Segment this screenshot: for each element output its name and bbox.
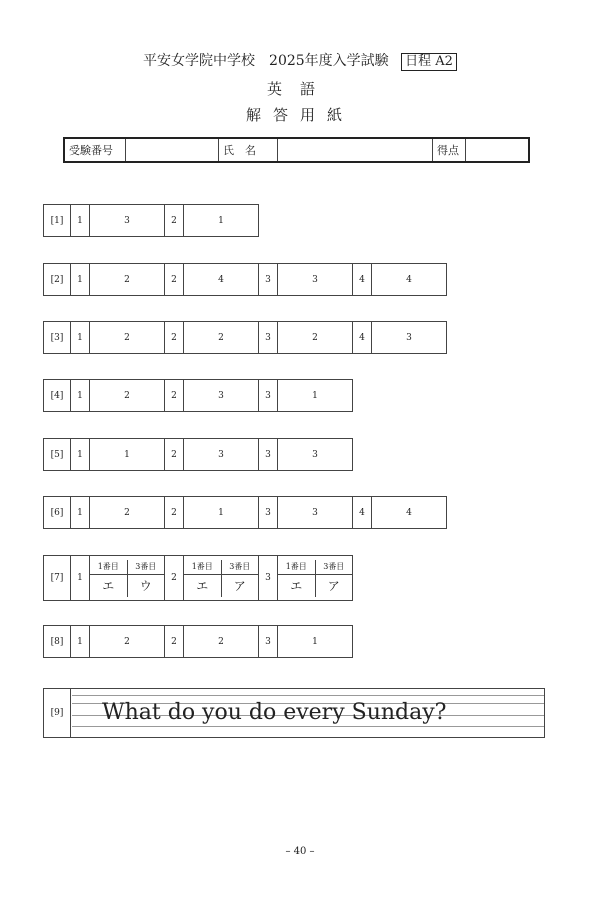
answer-cell[interactable]: 2 [90, 264, 165, 296]
item-number: 1 [71, 322, 90, 354]
first-position-header: 1番目 [278, 560, 316, 574]
item-number: 2 [165, 322, 184, 354]
item-number: 1 [71, 556, 90, 601]
question-1 [43, 204, 259, 237]
item-number: 4 [353, 497, 372, 529]
sheet-title: 解答用紙 [245, 106, 354, 124]
answer-cell[interactable]: 1 [184, 205, 259, 237]
question-3 [43, 321, 447, 354]
item-number: 1 [71, 205, 90, 237]
subject-title: 英語 [266, 80, 333, 98]
item-number: 2 [165, 380, 184, 412]
exam-title-text: 平安女学院中学校 2025年度入学試験 [143, 53, 389, 69]
item-number: 2 [165, 439, 184, 471]
answer-cell[interactable]: 4 [372, 497, 447, 529]
item-number: 4 [353, 322, 372, 354]
question-label: [7] [44, 556, 71, 601]
item-number: 3 [259, 322, 278, 354]
question-9[interactable] [43, 688, 545, 738]
item-number: 3 [259, 497, 278, 529]
answer-cell[interactable]: 2 [90, 322, 165, 354]
question-label: [4] [44, 380, 71, 412]
answer-cell[interactable]: 4 [372, 264, 447, 296]
item-number: 3 [259, 439, 278, 471]
score-label: 得点 [433, 138, 466, 162]
item-number: 3 [259, 556, 278, 601]
name-field[interactable] [278, 138, 433, 162]
answer-cell[interactable]: 1 [278, 380, 353, 412]
item-number: 2 [165, 264, 184, 296]
answer-cell[interactable]: 2 [90, 380, 165, 412]
item-number: 3 [259, 380, 278, 412]
question-7 [43, 555, 353, 601]
third-position-header: 3番目 [323, 561, 345, 571]
third-answer: ア [327, 578, 340, 593]
question-6 [43, 496, 447, 529]
page-number: – 40 – [285, 846, 315, 857]
item-number: 2 [165, 626, 184, 658]
answer-cell[interactable]: 3 [184, 380, 259, 412]
item-number: 3 [259, 264, 278, 296]
writing-line [72, 726, 544, 727]
answer-cell[interactable]: 3 [90, 205, 165, 237]
item-number: 1 [71, 264, 90, 296]
first-answer: エ [278, 575, 316, 597]
question-2 [43, 263, 447, 296]
answer-cell[interactable]: 3 [372, 322, 447, 354]
question-label: [1] [44, 205, 71, 237]
score-field[interactable] [466, 138, 530, 162]
first-answer: エ [90, 575, 128, 597]
question-label: [9] [44, 689, 71, 737]
third-position-header: 3番目 [135, 561, 157, 571]
item-number: 1 [71, 380, 90, 412]
first-position-header: 1番目 [90, 560, 128, 574]
order-answer-cell[interactable] [184, 556, 259, 601]
order-answer-cell[interactable] [90, 556, 165, 601]
answer-cell[interactable]: 3 [278, 264, 353, 296]
item-number: 1 [71, 439, 90, 471]
answer-cell[interactable]: 1 [184, 497, 259, 529]
answer-cell[interactable]: 2 [184, 322, 259, 354]
first-position-header: 1番目 [184, 560, 222, 574]
question-label: [6] [44, 497, 71, 529]
answer-cell[interactable]: 1 [90, 439, 165, 471]
writing-line [72, 695, 544, 696]
item-number: 2 [165, 205, 184, 237]
item-number: 1 [71, 497, 90, 529]
first-answer: エ [184, 575, 222, 597]
item-number: 2 [165, 497, 184, 529]
name-label: 氏 名 [219, 138, 278, 162]
question-label: [5] [44, 439, 71, 471]
written-answer: What do you do every Sunday? [102, 700, 447, 725]
answer-cell[interactable]: 3 [278, 497, 353, 529]
answer-cell[interactable]: 2 [278, 322, 353, 354]
order-answer-cell[interactable] [278, 556, 353, 601]
schedule-box: 日程 A2 [401, 53, 457, 71]
answer-cell[interactable]: 1 [278, 626, 353, 658]
third-position-header: 3番目 [229, 561, 251, 571]
third-answer: ア [233, 578, 246, 593]
question-label: [8] [44, 626, 71, 658]
answer-cell[interactable]: 4 [184, 264, 259, 296]
item-number: 1 [71, 626, 90, 658]
info-table [63, 137, 530, 163]
question-label: [2] [44, 264, 71, 296]
item-number: 4 [353, 264, 372, 296]
answer-cell[interactable]: 3 [184, 439, 259, 471]
item-number: 2 [165, 556, 184, 601]
question-label: [3] [44, 322, 71, 354]
third-answer: ウ [139, 578, 152, 593]
question-4 [43, 379, 353, 412]
answer-cell[interactable]: 3 [278, 439, 353, 471]
question-8 [43, 625, 353, 658]
exam-no-field[interactable] [126, 138, 219, 162]
question-5 [43, 438, 353, 471]
answer-cell[interactable]: 2 [90, 626, 165, 658]
answer-cell[interactable]: 2 [90, 497, 165, 529]
item-number: 3 [259, 626, 278, 658]
exam-no-label: 受験番号 [64, 138, 126, 162]
exam-title [0, 50, 600, 71]
answer-cell[interactable]: 2 [184, 626, 259, 658]
